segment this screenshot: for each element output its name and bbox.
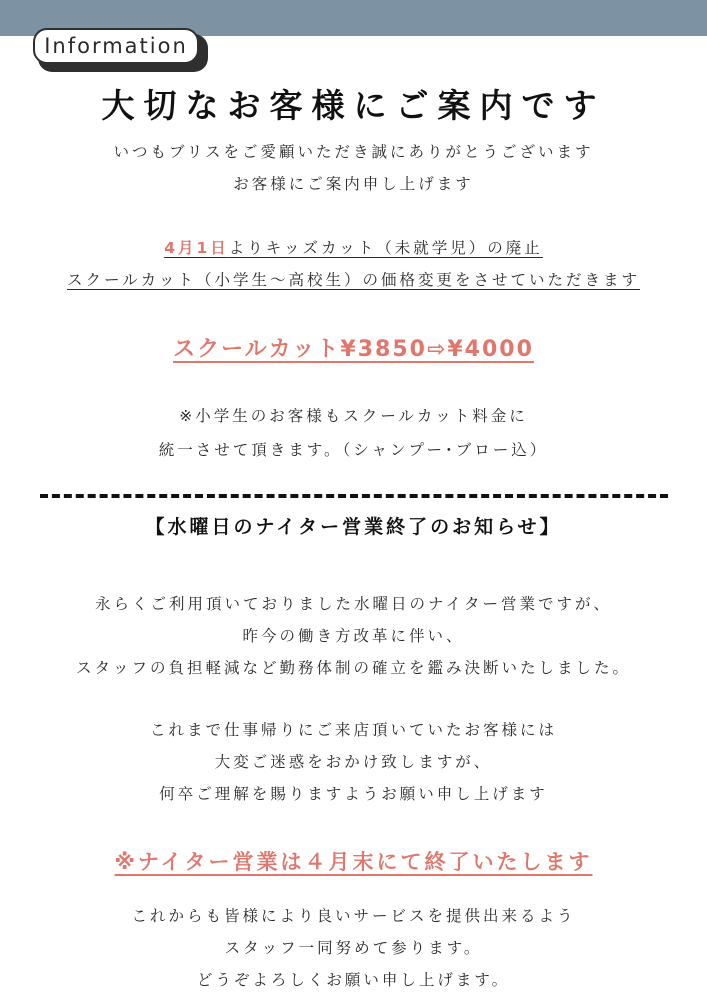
para1-line-2: 昨今の働き方改革に伴い、	[242, 627, 465, 645]
para2-line-1: これまで仕事帰りにご来店頂いていたお客様には	[149, 721, 557, 739]
price-change-text: スクールカット¥3850⇨¥4000	[173, 337, 534, 362]
section-divider	[40, 494, 668, 498]
closing-line-2: スタッフ一同努めて参ります。	[224, 939, 483, 957]
night-hours-end-notice: ※ナイター営業は４月末にて終了いたします	[114, 850, 593, 874]
intro-line-1: いつもブリスをご愛顧いただき誠にありがとうございます	[113, 143, 594, 161]
note-line-2: 統一させて頂きます。（シャンプー･ブロー込）	[158, 441, 549, 459]
para2-line-2: 大変ご迷惑をおかけ致しますが、	[214, 753, 493, 771]
change-line-2: スクールカット（小学生～高校生）の価格変更をさせていただきます	[66, 271, 641, 289]
kids-cut-abolition-text: よりキッズカット（未就学児）の廃止	[228, 239, 543, 257]
information-tag: Information	[33, 28, 199, 64]
page-title: 大切なお客様にご案内です	[101, 86, 606, 125]
para2-line-3: 何卒ご理解を賜りますようお願い申し上げます	[159, 785, 548, 803]
closing-line-1: これからも皆様により良いサービスを提供出来るよう	[131, 907, 576, 925]
para1-line-3: スタッフの負担軽減など勤務体制の確立を鑑み決断いたしました。	[75, 659, 631, 677]
effective-date: 4月1日	[164, 239, 229, 257]
change-line-1	[0, 236, 707, 258]
intro-line-2: お客様にご案内申し上げます	[233, 175, 474, 193]
section-heading-night-hours: 【水曜日のナイター営業終了のお知らせ】	[145, 516, 562, 538]
para1-line-1: 永らくご利用頂いておりました水曜日のナイター営業ですが、	[95, 595, 612, 613]
closing-line-3: どうぞよろしくお願い申し上げます。	[196, 971, 511, 989]
note-line-1: ※小学生のお客様もスクールカット料金に	[179, 407, 528, 425]
